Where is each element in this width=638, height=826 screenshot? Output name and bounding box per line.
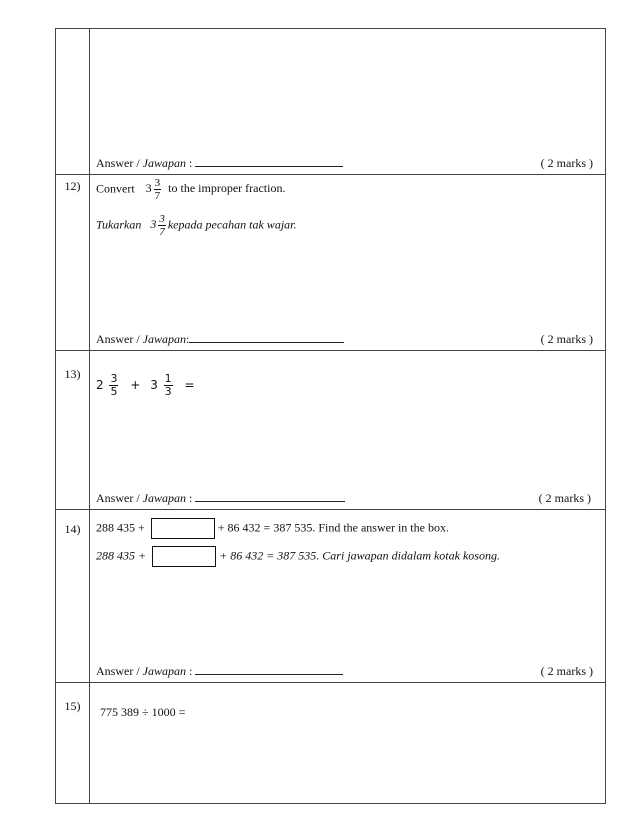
answer-box[interactable]	[152, 546, 216, 567]
question-prefix: Convert	[96, 181, 135, 196]
question-number-cell	[56, 351, 90, 510]
question-suffix: to the improper fraction.	[168, 181, 286, 196]
answer-line	[96, 332, 344, 347]
question-body-cell	[90, 510, 606, 683]
mixed-whole: 3	[145, 181, 152, 196]
question-row-12	[56, 175, 606, 351]
question-number-cell	[56, 683, 90, 804]
question-body-cell	[90, 351, 606, 510]
question-number: 12)	[64, 179, 81, 193]
answer-label-italic: Jawapan	[142, 491, 187, 505]
question-number: 14)	[64, 522, 81, 536]
answer-colon: :	[186, 491, 193, 505]
mixed-whole: 3	[150, 217, 157, 232]
question-right: + 86 432 = 387 535. Cari jawapan didalam kotak kosong.	[219, 548, 500, 563]
equals-sign: =	[184, 378, 195, 392]
question-row-15	[56, 683, 606, 804]
question-text-en	[96, 177, 285, 202]
answer-line	[96, 491, 345, 506]
question-row-13	[56, 351, 606, 510]
mixed-whole: 2	[96, 378, 104, 392]
question-number: 15)	[64, 699, 81, 713]
answer-label: Answer /	[96, 491, 143, 505]
question-left: 288 435 +	[96, 520, 145, 535]
fraction: $\frac{3}{7}$	[154, 177, 161, 202]
question-text-ms	[96, 546, 500, 567]
mixed-whole: 3	[150, 378, 158, 392]
marks-label: ( 2 marks )	[540, 332, 593, 346]
answer-label: Answer /	[96, 156, 143, 170]
answer-label-italic: Jawapan	[142, 156, 187, 170]
answer-label-italic: Jawapan	[142, 664, 187, 678]
question-body-cell	[90, 29, 606, 175]
answer-line	[96, 156, 343, 171]
question-table	[55, 28, 606, 804]
fraction: $\frac{3}{5}$	[110, 372, 118, 398]
question-number: 13)	[64, 367, 81, 381]
plus-sign: +	[130, 378, 141, 392]
answer-blank[interactable]	[195, 664, 343, 675]
marks-label: ( 2 marks )	[540, 156, 593, 170]
answer-blank[interactable]	[189, 332, 344, 343]
answer-blank[interactable]	[195, 491, 345, 502]
answer-blank[interactable]	[195, 156, 343, 167]
question-number-cell	[56, 29, 90, 175]
answer-box[interactable]	[151, 518, 215, 539]
marks-label: ( 2 marks )	[540, 664, 593, 678]
question-number-cell	[56, 510, 90, 683]
answer-line	[96, 664, 343, 679]
answer-colon: :	[186, 156, 193, 170]
question-row-14	[56, 510, 606, 683]
answer-colon: :	[186, 332, 190, 346]
question-body-cell	[90, 175, 606, 351]
answer-colon: :	[186, 664, 193, 678]
question-row-11	[56, 29, 606, 175]
question-text-ms	[96, 213, 297, 238]
question-prefix: Tukarkan	[96, 217, 142, 232]
question-suffix: kepada pecahan tak wajar.	[167, 217, 297, 232]
question-expression: 775 389 ÷ 1000 =	[100, 705, 186, 719]
question-expression	[96, 373, 195, 398]
question-left: 288 435 +	[96, 548, 147, 563]
question-text-en	[96, 518, 449, 539]
answer-label-italic: Jawapan	[142, 332, 187, 346]
marks-label: ( 2 marks )	[538, 491, 591, 505]
question-body-cell	[90, 683, 606, 804]
fraction: $\frac{3}{7}$	[159, 213, 165, 238]
answer-label: Answer /	[96, 332, 143, 346]
question-right: + 86 432 = 387 535. Find the answer in the box.	[217, 520, 449, 535]
fraction: $\frac{1}{3}$	[164, 372, 172, 398]
answer-label: Answer /	[96, 664, 143, 678]
question-number-cell	[56, 175, 90, 351]
